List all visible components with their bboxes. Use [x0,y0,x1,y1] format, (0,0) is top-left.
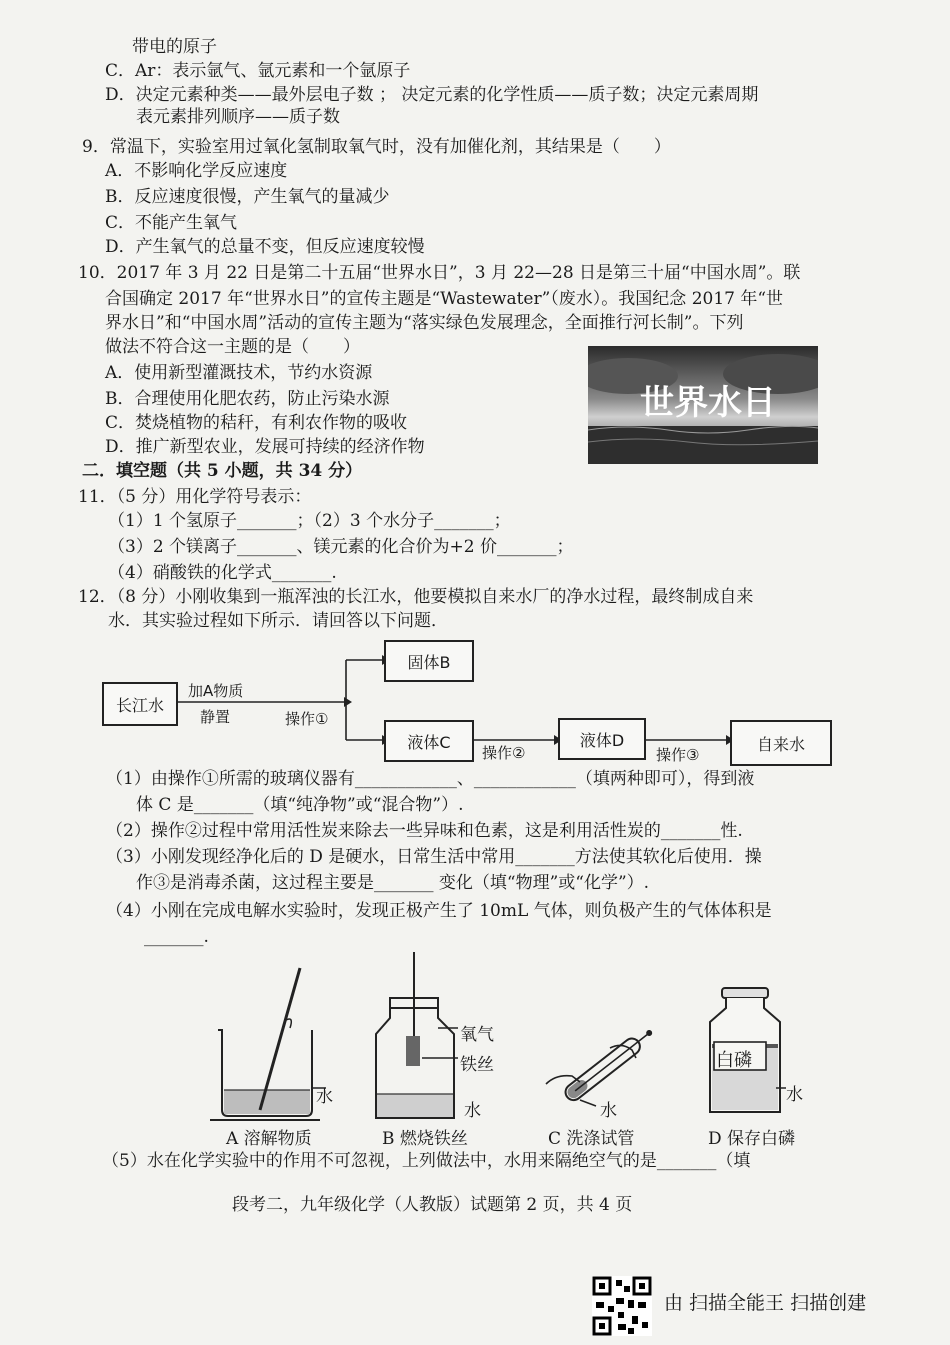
q9-option-c: C．不能产生氧气 [105,213,238,233]
question-10-line3: 界水日”和“中国水周”活动的宣传主题为“落实绿色发展理念，全面推行河长制”。下列 [105,313,744,333]
flow-node-liquid-d: 液体D [558,718,646,760]
question-10-line4: 做法不符合这一主题的是（ ） [105,337,360,357]
page-footer: 段考二，九年级化学（人教版）试题第 2 页，共 4 页 [232,1195,633,1215]
q12-part5: （5）水在化学实验中的作用不可忽视，上列做法中，水用来隔绝空气的是_______（填 [102,1151,751,1171]
label-water-d: 水 [786,1085,803,1105]
q9-option-d: D．产生氧气的总量不变，但反应速度较慢 [105,237,425,257]
flow-step-top: 加A物质 [188,682,244,700]
flow-op1: 操作① [285,710,329,728]
label-white-phosphorus: 白磷 [716,1050,752,1071]
q10-option-d: D．推广新型农业，发展可持续的经济作物 [105,437,425,457]
flow-op3: 操作③ [656,746,700,764]
q12-part2: （2）操作②过程中常用活性炭来除去一些异味和色素，这是利用活性炭的_______性. [106,821,743,841]
question-10-line2: 合国确定 2017 年“世界水日”的宣传主题是“Wastewater”（废水）。我国纪念 2017 年“世 [105,289,784,309]
question-12-line2: 水．其实验过程如下所示．请回答以下问题． [108,611,448,631]
q9-option-b: B．反应速度很慢，产生氧气的量减少 [105,187,390,207]
q12-part4: （4）小刚在完成电解水实验时，发现正极产生了 10mL 气体，则负极产生的气体体积是 [106,901,772,921]
question-10: 10．2017 年 3 月 22 日是第二十五届“世界水日”，3 月 22—28 日是第三十届“中国水周”。联 [78,263,801,283]
label-water-b: 水 [464,1101,481,1121]
flow-node-liquid-c: 液体C [384,720,474,762]
image-title: 世界水日 [640,383,776,423]
label-iron-wire: 铁丝 [460,1055,494,1075]
q11-line2: （3）2 个镁离子_______、镁元素的化合价为+2 价_______； [108,537,574,557]
label-oxygen: 氧气 [460,1025,494,1045]
flow-node-solid-b: 固体B [384,640,474,682]
flow-node-end: 自来水 [730,720,832,766]
q12-part4-cont: _______. [144,927,209,947]
option-d-cont: 表元素排列顺序——质子数 [136,107,340,127]
q11-line1: （1）1 个氢原子_______；（2）3 个水分子_______； [108,511,511,531]
caption-b: B 燃烧铁丝 [382,1129,468,1149]
label-water-a: 水 [316,1087,333,1107]
question-12: 12．（8 分）小刚收集到一瓶浑浊的长江水，他要模拟自来水厂的净水过程，最终制成自来 [78,587,754,607]
q10-option-a: A．使用新型灌溉技术，节约水资源 [105,363,373,383]
caption-c: C 洗涤试管 [548,1129,635,1149]
q12-part3: （3）小刚发现经净化后的 D 是硬水，日常生活中常用_______方法使其软化后使用．操 [106,847,762,867]
q12-part1: （1）由操作①所需的玻璃仪器有____________、____________（填两种即可），得到液 [106,769,755,789]
option-c: C．Ar：表示氩气、氩元素和一个氩原子 [105,61,411,81]
q12-part1-cont: 体 C 是_______（填“纯净物”或“混合物”）. [136,795,464,815]
flow-step-bottom: 静置 [200,708,231,726]
q11-line3: （4）硝酸铁的化学式_______. [108,563,337,583]
q10-option-c: C．焚烧植物的秸秆，有利农作物的吸收 [105,413,408,433]
scanner-watermark: 由 扫描全能王 扫描创建 [664,1292,867,1314]
section-heading: 二．填空题（共 5 小题，共 34 分） [82,461,363,481]
flow-op2: 操作② [482,744,526,762]
option-d: D．决定元素种类——最外层电子数 ； 决定元素的化学性质——质子数；决定元素周期 [105,85,759,105]
question-11: 11．（5 分）用化学符号表示： [78,487,312,507]
label-water-c: 水 [600,1101,617,1121]
qr-code-icon [592,1276,652,1336]
q10-option-b: B．合理使用化肥农药，防止污染水源 [105,389,390,409]
q9-option-a: A．不影响化学反应速度 [105,161,288,181]
caption-a: A 溶解物质 [226,1129,312,1149]
text-line: 带电的原子 [132,37,217,57]
caption-d: D 保存白磷 [708,1129,796,1149]
oxygen-bottle-illustration [364,952,464,1124]
flow-node-start: 长江水 [102,682,178,726]
q12-part3-cont: 作③是消毒杀菌，这过程主要是_______ 变化（填“物理”或“化学”）. [136,873,650,893]
world-water-day-image [588,346,818,464]
question-9: 9．常温下，实验室用过氧化氢制取氧气时，没有加催化剂，其结果是（ ） [82,137,671,157]
